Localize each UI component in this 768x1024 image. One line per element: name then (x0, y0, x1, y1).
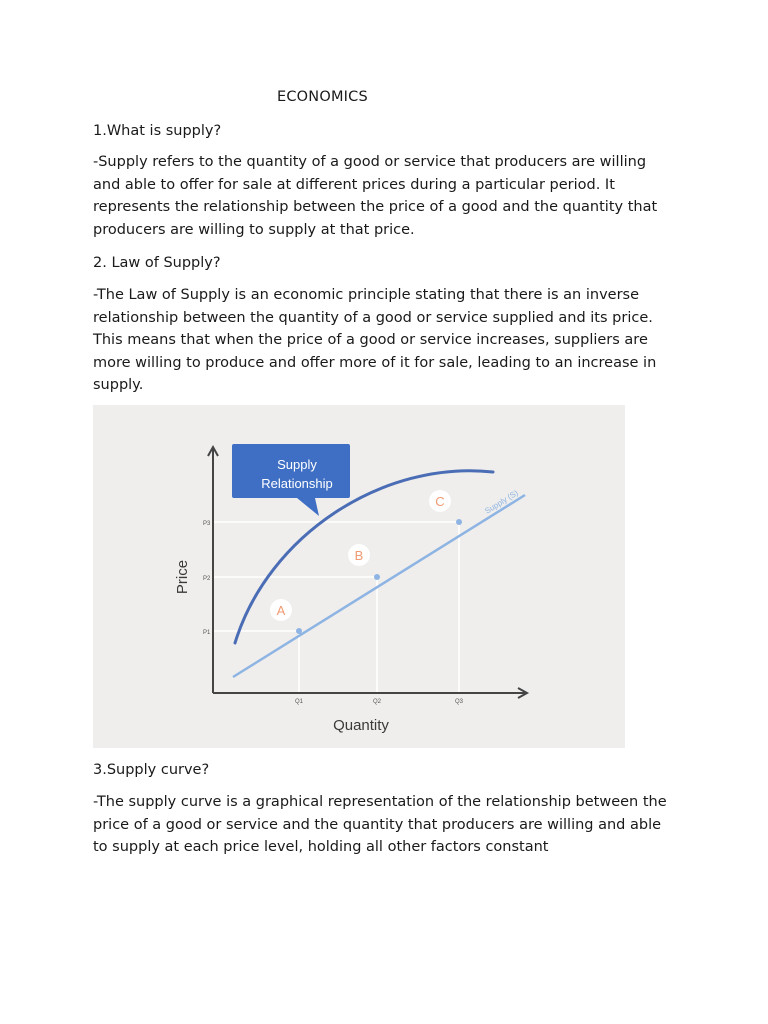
answer-line: supply. (93, 377, 144, 393)
callout-pointer (297, 498, 319, 516)
point-c-label: C (435, 494, 445, 509)
supply-chart-figure (93, 405, 625, 748)
question-2-heading: 2. Law of Supply? (93, 255, 221, 271)
answer-line: This means that when the price of a good or service increases, suppliers are (93, 332, 648, 348)
question-1-heading: 1.What is supply? (93, 123, 222, 139)
question-3-answer (93, 791, 693, 859)
point-b-label: B (354, 548, 364, 563)
x-axis-label: Quantity (333, 717, 389, 734)
callout-line-1: Supply (277, 457, 317, 472)
answer-line: to supply at each price level, holding all other factors constant (93, 839, 549, 855)
point-a-marker (296, 628, 302, 634)
question-1-answer (93, 151, 693, 241)
question-3-heading: 3.Supply curve? (93, 762, 210, 778)
document-title: ECONOMICS (277, 89, 368, 105)
point-c-marker (456, 519, 462, 525)
x-tick-q3: Q3 (454, 699, 464, 705)
x-tick-q2: Q2 (372, 699, 382, 705)
supply-chart (93, 405, 625, 748)
point-b-marker (374, 574, 380, 580)
answer-line: -Supply refers to the quantity of a good or service that producers are willing (93, 154, 647, 170)
answer-line: price of a good or service and the quantity that producers are willing and able (93, 816, 662, 833)
point-a-label: A (276, 603, 286, 618)
question-2-answer (93, 284, 693, 397)
answer-line: represents the relationship between the price of a good and the quantity that (93, 199, 658, 215)
answer-line: -The Law of Supply is an economic principle stating that there is an inverse (93, 287, 640, 303)
answer-line: relationship between the quantity of a good or service supplied and its price. (93, 309, 653, 326)
answer-line: more willing to produce and offer more of it for sale, leading to an increase in (93, 354, 657, 371)
answer-line: producers are willing to supply at that price. (93, 221, 415, 238)
answer-line: and able to offer for sale at different prices during a particular period. It (93, 176, 615, 193)
supply-line-label: Supply (S) (483, 488, 520, 516)
y-tick-p3: P3 (203, 521, 211, 527)
y-tick-p1: P1 (203, 630, 211, 636)
x-tick-q1: Q1 (294, 699, 304, 705)
y-axis-label: Price (174, 559, 191, 595)
callout-line-2: Relationship (261, 476, 333, 491)
answer-line: -The supply curve is a graphical representation of the relationship between the (93, 794, 667, 810)
y-tick-p2: P2 (203, 576, 211, 582)
